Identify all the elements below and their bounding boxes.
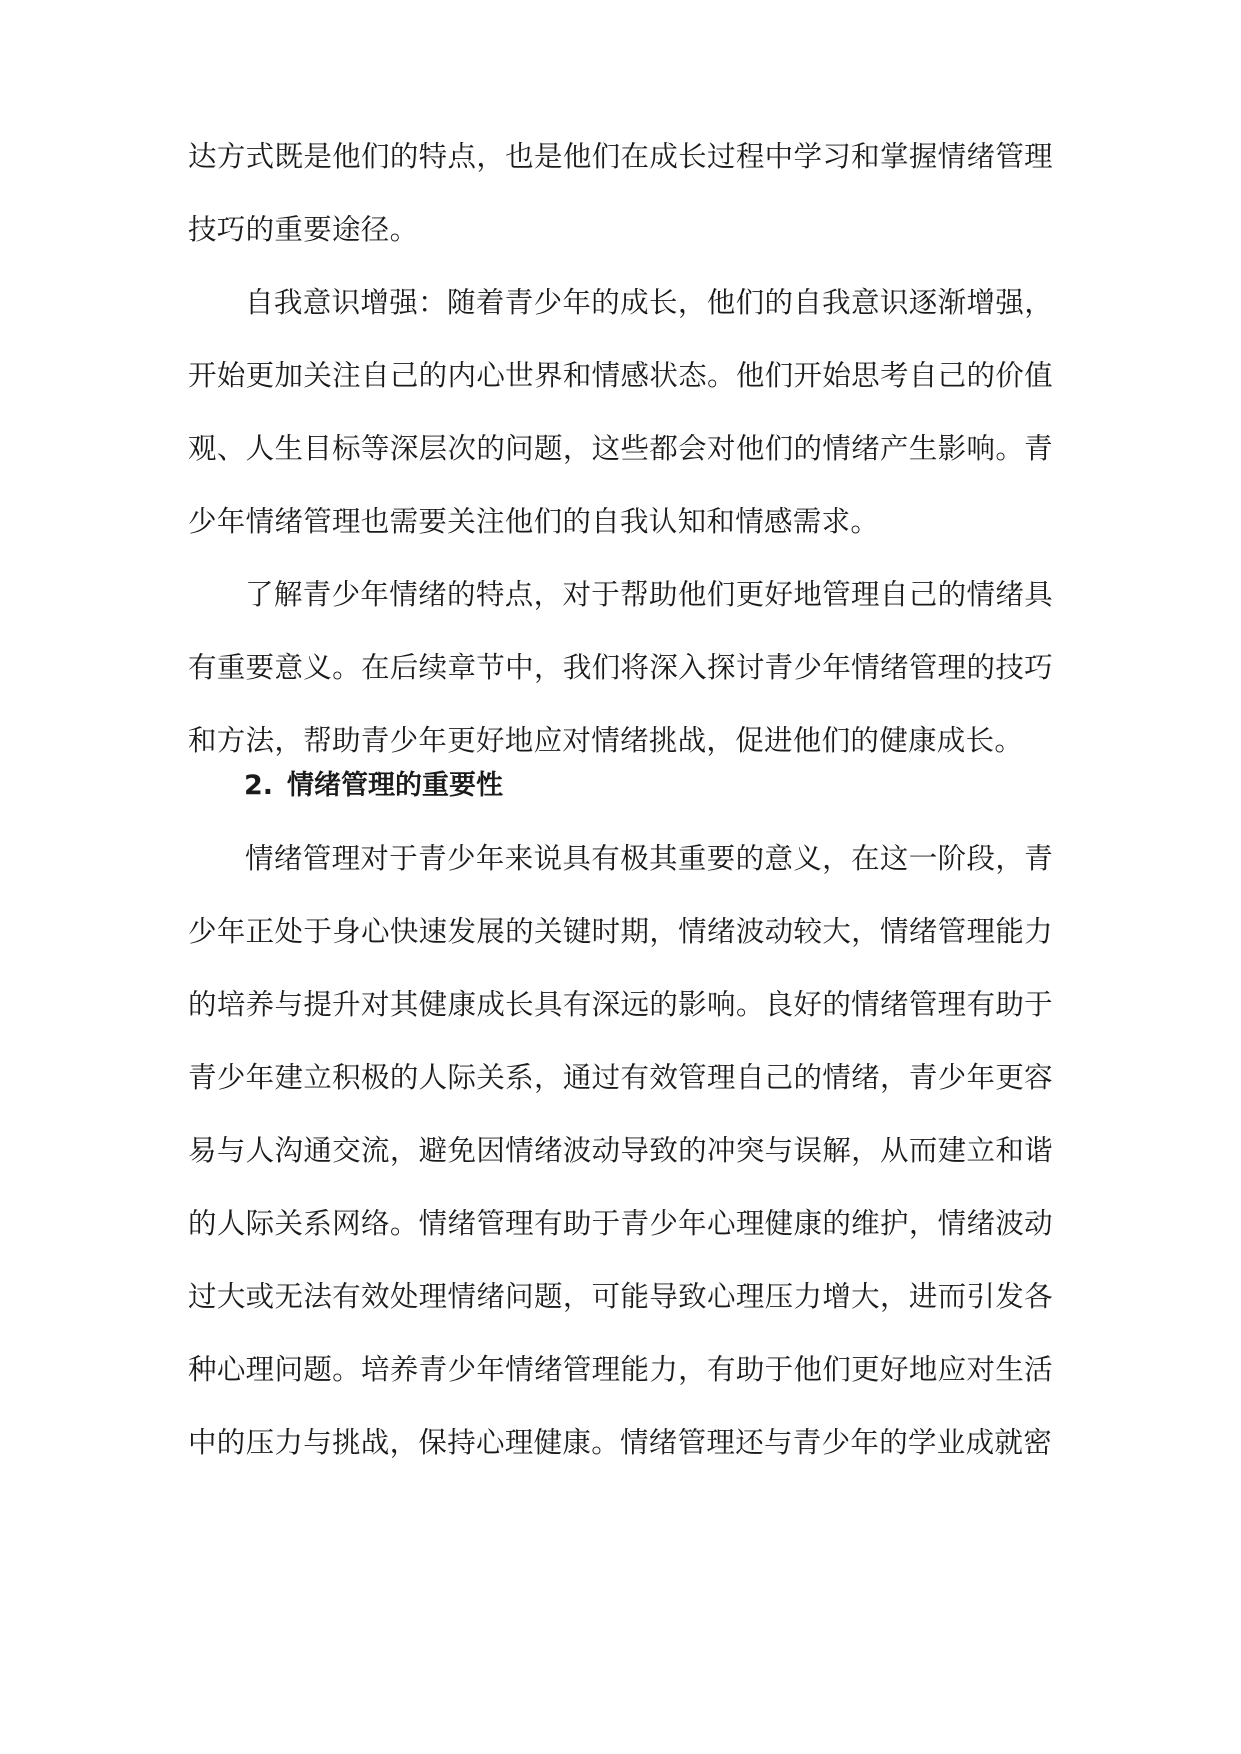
section-heading-block [188, 749, 1053, 822]
section-title: 情绪管理的重要性 [287, 770, 504, 801]
self-awareness-paragraph: 自我意识增强：随着青少年的成长，他们的自我意识逐渐增强，开始更加关注自己的内心世界和情感状态。他们开始思考自己的价值观、人生目标等深层次的问题，这些都会对他们的情绪产生影响。青少年情绪管理也需要关注他们的自我认知和情感需求。 [188, 286, 1053, 538]
continuation-paragraph: 达方式既是他们的特点，也是他们在成长过程中学习和掌握情绪管理技巧的重要途径。 [188, 140, 1053, 246]
section-heading [188, 749, 1053, 822]
body-text-top [188, 120, 1053, 777]
section-number: 2. [244, 770, 274, 801]
importance-paragraph: 情绪管理对于青少年来说具有极其重要的意义，在这一阶段，青少年正处于身心快速发展的关键时期，情绪波动较大，情绪管理能力的培养与提升对其健康成长具有深远的影响。良好的情绪管理有助于青少年建立积极的人际关系，通过有效管理自己的情绪，青少年更容易与人沟通交流，避免因情绪波动导致的冲突与误解，从而建立和谐的人际关系网络。情绪管理有助于青少年心理健康的维护，情绪波动过大或无法有效处理情绪问题，可能导致心理压力增大，进而引发各种心理问题。培养青少年情绪管理能力，有助于他们更好地应对生活中的压力与挑战，保持心理健康。情绪管理还与青少年的学业成就密 [188, 842, 1053, 1459]
summary-paragraph: 了解青少年情绪的特点，对于帮助他们更好地管理自己的情绪具有重要意义。在后续章节中，我们将深入探讨青少年情绪管理的技巧和方法，帮助青少年更好地应对情绪挑战，促进他们的健康成长。 [188, 578, 1053, 757]
body-text-section [188, 822, 1053, 1479]
